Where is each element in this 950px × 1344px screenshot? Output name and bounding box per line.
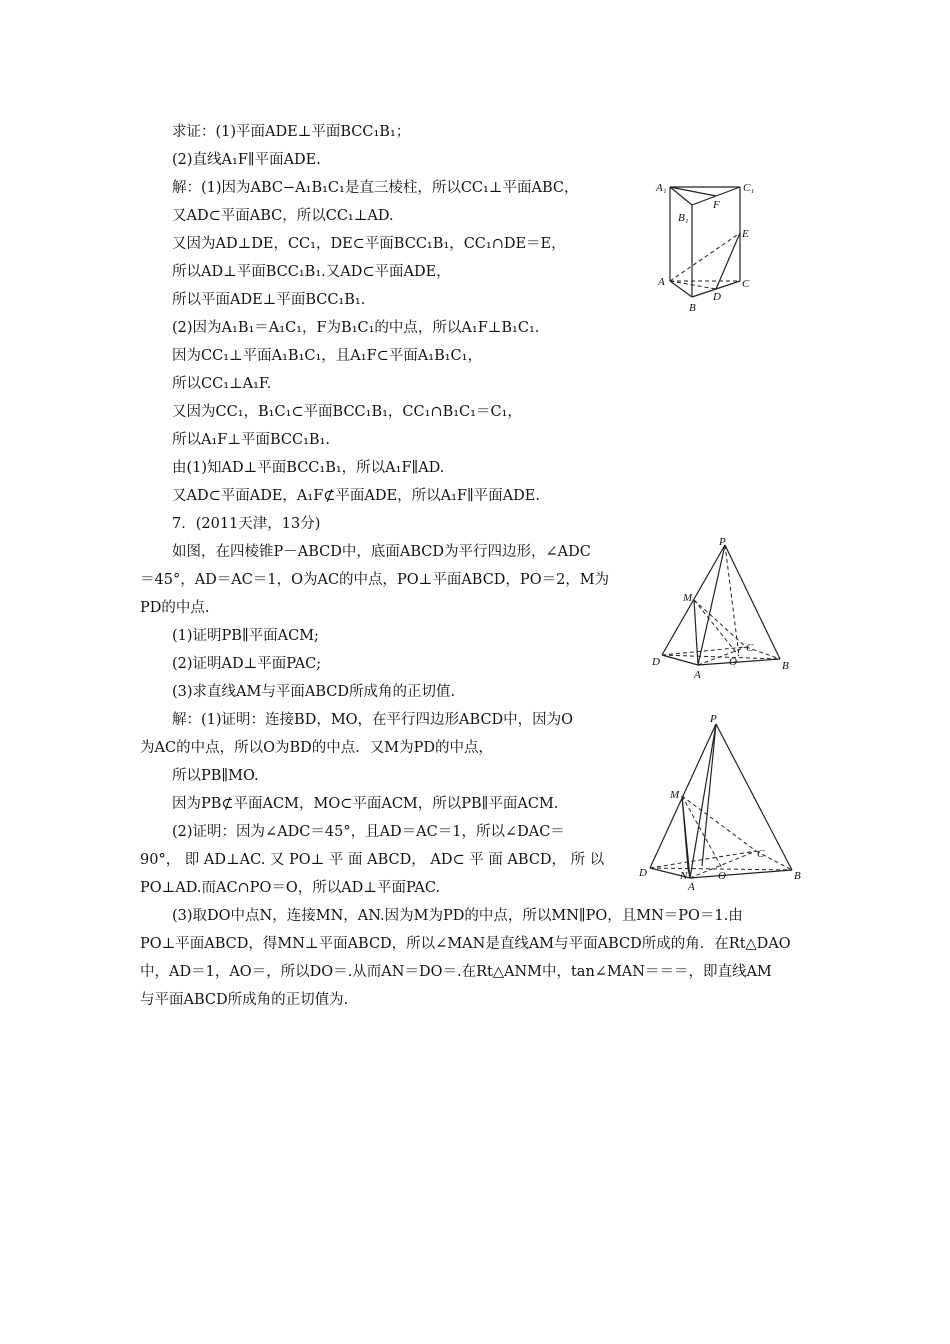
pyramid-figure-1 (650, 535, 800, 685)
vertex-label: D (652, 656, 660, 668)
vertex-label: B₁ (678, 212, 689, 224)
text-line: 由(1)知AD⊥平面BCC₁B₁，所以A₁F∥AD. (172, 460, 445, 476)
text-line: 因为PB⊄平面ACM，MO⊂平面ACM，所以PB∥平面ACM. (172, 796, 559, 812)
vertex-label: P (710, 713, 717, 725)
text-line: 因为CC₁⊥平面A₁B₁C₁，且A₁F⊂平面A₁B₁C₁， (172, 348, 482, 364)
vertex-label: A (658, 276, 665, 288)
pyramid-figure-2 (636, 708, 816, 893)
vertex-label: C (757, 848, 765, 860)
vertex-label: C₁ (743, 182, 755, 194)
vertex-label: B (689, 302, 696, 314)
text-line: 所以PB∥MO. (172, 768, 259, 784)
text-line: 如图，在四棱锥P－ABCD中，底面ABCD为平行四边形，∠ADC (172, 544, 591, 560)
text-line: PO⊥平面ABCD，得MN⊥平面ABCD，所以∠MAN是直线AM与平面ABCD所成的角．在Rt△DAO (140, 936, 791, 952)
vertex-label: C (746, 642, 754, 654)
vertex-label: D (639, 867, 647, 879)
text-line: 求证：(1)平面ADE⊥平面BCC₁B₁； (172, 124, 411, 140)
text-line: (3)取DO中点N，连接MN，AN.因为M为PD的中点，所以MN∥PO，且MN＝PO＝1.由 (172, 908, 743, 924)
text-line: 又AD⊂平面ADE，A₁F⊄平面ADE，所以A₁F∥平面ADE. (172, 488, 540, 504)
text-line: 所以平面ADE⊥平面BCC₁B₁. (172, 292, 366, 308)
text-line: 解：(1)因为ABC−A₁B₁C₁是直三棱柱，所以CC₁⊥平面ABC， (172, 180, 579, 196)
vertex-label: P (719, 536, 726, 548)
text-line: 为AC的中点，所以O为BD的中点．又M为PD的中点， (140, 740, 493, 756)
vertex-label: O (718, 870, 726, 882)
vertex-label: O (729, 656, 737, 668)
text-line: ＝45°，AD＝AC＝1，O为AC的中点，PO⊥平面ABCD，PO＝2，M为 (140, 572, 610, 588)
text-line: 所以CC₁⊥A₁F. (172, 376, 272, 392)
vertex-label: M (670, 789, 680, 801)
text-line: 又AD⊂平面ABC，所以CC₁⊥AD. (172, 208, 394, 224)
prism-figure (652, 175, 762, 315)
vertex-label: M (683, 592, 693, 604)
text-line: PD的中点. (140, 600, 210, 616)
vertex-label: N (680, 870, 688, 882)
text-line: 90°， 即 AD⊥AC. 又 PO⊥ 平 面 ABCD， AD⊂ 平 面 ABCD， 所 以 (140, 852, 605, 868)
text-line: 解：(1)证明：连接BD，MO，在平行四边形ABCD中，因为O (172, 712, 574, 728)
text-line: 所以AD⊥平面BCC₁B₁.又AD⊂平面ADE， (172, 264, 451, 280)
text-line: 又因为AD⊥DE，CC₁，DE⊂平面BCC₁B₁，CC₁∩DE＝E， (172, 236, 566, 252)
text-line: (1)证明PB∥平面ACM; (172, 628, 319, 644)
text-line: 中，AD＝1，AO＝，所以DO＝.从而AN＝DO＝.在Rt△ANM中，tan∠MAN＝＝＝，即直线AM (140, 964, 772, 980)
vertex-label: C (742, 278, 750, 290)
text-line: (2)直线A₁F∥平面ADE. (172, 152, 321, 168)
text-line: 又因为CC₁，B₁C₁⊂平面BCC₁B₁，CC₁∩B₁C₁＝C₁， (172, 404, 522, 420)
text-line: (2)证明AD⊥平面PAC; (172, 656, 322, 672)
text-line: (2)因为A₁B₁＝A₁C₁，F为B₁C₁的中点，所以A₁F⊥B₁C₁. (172, 320, 540, 336)
vertex-label: B (782, 660, 789, 672)
vertex-label: A₁ (656, 182, 667, 194)
vertex-label: A (688, 881, 695, 893)
text-line: (3)求直线AM与平面ABCD所成角的正切值. (172, 684, 456, 700)
text-line: 与平面ABCD所成角的正切值为. (140, 992, 349, 1008)
vertex-label: E (742, 228, 749, 240)
text-line: (2)证明：因为∠ADC＝45°，且AD＝AC＝1，所以∠DAC＝ (172, 824, 565, 840)
vertex-label: B (794, 870, 801, 882)
vertex-label: D (713, 291, 721, 303)
text-line: 所以A₁F⊥平面BCC₁B₁. (172, 432, 330, 448)
vertex-label: A (694, 669, 701, 681)
text-line: PO⊥AD.而AC∩PO＝O，所以AD⊥平面PAC. (140, 880, 441, 896)
problem-heading: 7．(2011天津，13分) (172, 516, 321, 532)
vertex-label: F (713, 199, 720, 211)
